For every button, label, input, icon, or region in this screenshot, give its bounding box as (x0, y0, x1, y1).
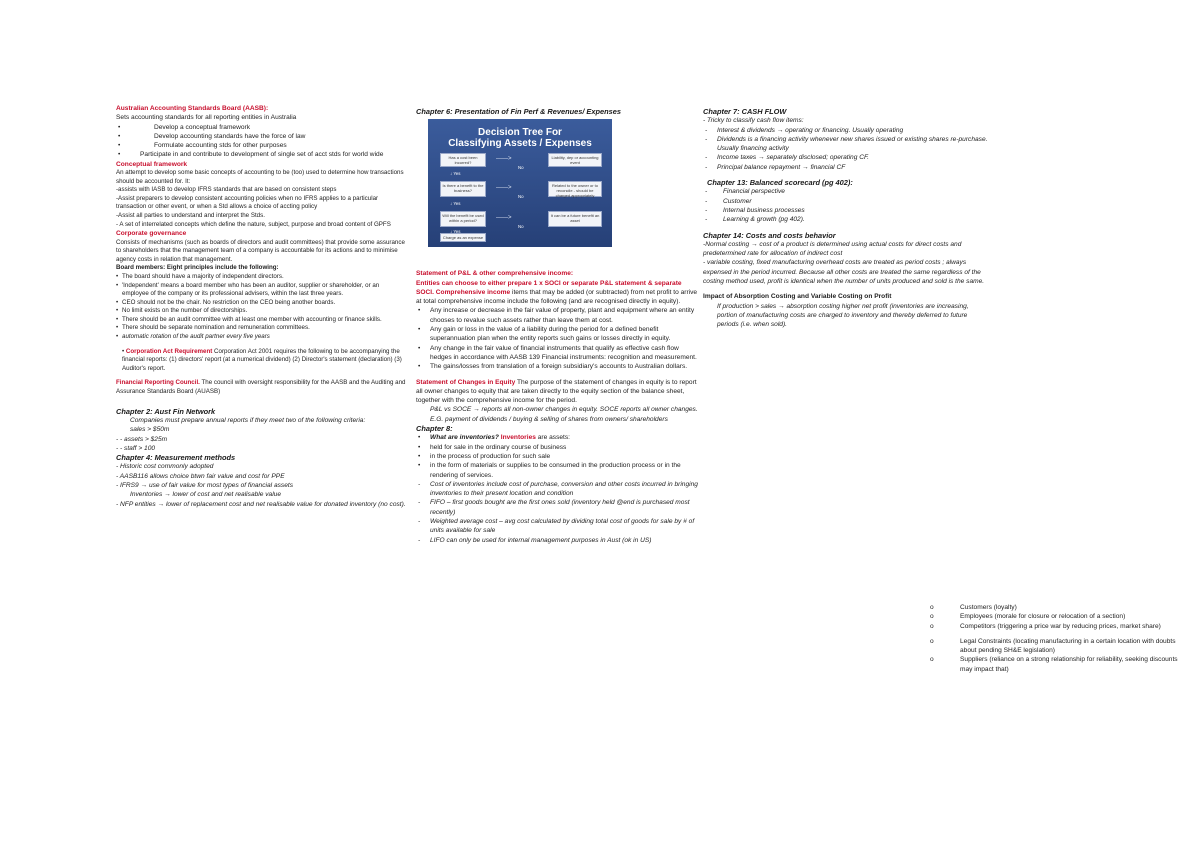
list-item: • Any change in the fair value of financial instruments that qualify as effective cash flow hedges in accordance with AASB 139 Financial instruments: recognition and measurement. (418, 344, 697, 361)
list-item: o Legal Constraints (locating manufacturing in a certain location with doubts about pending SH&E legislation) (930, 637, 1176, 655)
list-item: • Participate in and contribute to development of single set of acct stds for world wide (118, 151, 384, 159)
tree-title: Decision Tree For Classifying Assets / Expenses (448, 127, 592, 150)
arrow-right-icon: ——> (496, 185, 512, 192)
list-item: • Develop accounting standards have the force of law (118, 132, 306, 140)
list-item: - Learning & growth (pg 402). (705, 216, 805, 224)
list-item: • No limit exists on the number of directorships. (116, 307, 248, 315)
list-item: • What are inventories? Inventories are assets: (418, 434, 571, 442)
list-item: • Formulate accounting stds for other purposes (118, 142, 287, 150)
list-item: o Competitors (triggering a price war by reducing prices, market share) (930, 622, 1161, 630)
aasb-list (116, 123, 406, 160)
list-item: - Customer (705, 197, 752, 205)
list-item: - Weighted average cost – avg cost calculated by dividing total cost of goods for sale by # of units available for sale (418, 518, 695, 535)
tree-yes-label: ↓ Yes (450, 229, 461, 235)
frc: Financial Reporting Council. The council with oversight responsibility for the AASB and the Auditing and Assurance Standards Board (AUASB) (116, 379, 406, 396)
cf-line: - A set of interrelated concepts which define the nature, subject, purpose and broad content of GPFS (116, 220, 391, 228)
board-heading: Board members: Eight principles include the following: (116, 264, 279, 272)
list-item: - Income taxes → separately disclosed; operating CF. (705, 154, 869, 162)
cf-line: -assists with IASB to develop IFRS standards that are based on consistent steps (116, 186, 337, 194)
column-cashflow (703, 107, 988, 330)
pl-text: Entities can choose to either prepare 1 x SOCI or separate P&L statement & separate SOCI. Comprehensive income items that may be added (or subtracted) from net profit to arrive at total comprehensive income include the following (and are recognised directly in equity). (416, 279, 698, 306)
list-item: • automatic rotation of the audit partner every five years (116, 333, 270, 341)
column-governance (116, 104, 406, 509)
list-item: • There should be an audit committee with at least one member with accounting or finance skills. (116, 315, 382, 323)
ch7-intro: - Tricky to classify cash flow items: (703, 117, 804, 125)
tree-no-label: No (518, 165, 524, 171)
tree-no-label: No (518, 194, 524, 200)
tree-yes-label: ↓ Yes (450, 171, 461, 177)
impact-text: If production > sales → absorption costing higher net profit (inventories are increasing, portion of manufacturing costs are charged to inventory and thereby deferred to future periods (i.e. when sold). (717, 302, 969, 329)
list-item: • CEO should not be the chair. No restriction on the CEO being another boards. (116, 298, 336, 306)
cg-heading: Corporate governance (116, 230, 187, 238)
ch4-item: - NFP entities → lower of replacement cost and net realisable value for donated inventory (no cost). (116, 500, 406, 508)
ch13-list (703, 187, 988, 224)
list-item: • Any increase or decrease in the fair value of property, plant and equipment where an entity chooses to revalue such assets rather than leave them at cost. (418, 307, 695, 324)
corp-act: • Corporation Act Requirement Corporation Act 2001 requires the following to be accompanying the financial reports: (1) directors' report (at a numerical dividend) (2) Director's statement (declaration) (3) Auditor's report. (122, 347, 402, 372)
aasb-text: Sets accounting standards for all reporting entities in Australia (116, 114, 297, 122)
cf-heading: Conceptual framework (116, 160, 188, 168)
tree-yes-label: ↓ Yes (450, 201, 461, 207)
cf-line: -Assist preparers to develop consistent accounting policies when no IFRS applies to a particular transaction or other event, or when a Std allows a choice of accting policy (116, 194, 379, 211)
list-item: • Develop a conceptual framework (118, 123, 251, 131)
tree-result: Related to the owner or to reconcile - should be charged appropriately (548, 181, 602, 197)
ch14-line: - variable costing, fixed manufacturing overhead costs are treated as period costs ; always expensed in the period incurred. Because all other costs are treated the same regardless of the costing method used, profit is identical when the number of units produced and sold is the same. (703, 259, 985, 286)
tree-question: Will the benefit be used within a period? (440, 211, 486, 227)
ch4-item: - AASB116 allows choice btwn fair value and cost for PPE (116, 472, 285, 480)
list-item: - Dividends is a financing activity whenever new shares issued or existing shares re-purchase. Usually financing activity (705, 135, 988, 153)
ch14-heading: Chapter 14: Costs and costs behavior (703, 230, 836, 240)
arrow-right-icon: ——> (496, 215, 512, 222)
ch4-item: Inventories → lower of cost and net realisable value (130, 491, 282, 499)
ch7-list (703, 126, 988, 172)
ch7-heading: Chapter 7: CASH FLOW (703, 107, 787, 116)
tree-end: Charge as an expense (440, 233, 486, 242)
cg-text: Consists of mechanisms (such as boards of directors and audit committees) that provide some assurance to shareholders that the management team of a company is accountable for its actions and to minimise agency costs in relation that management. (116, 238, 405, 263)
list-item: - Cost of inventories include cost of purchase, conversion and other costs incurred in bringing inventories to their present location and condition (418, 480, 698, 498)
pl-list (416, 306, 698, 371)
ch13-heading: Chapter 13: Balanced scorecard (pg 402): (707, 178, 853, 188)
tree-result: It can be a future benefit an asset (548, 211, 602, 227)
stakeholder-list (926, 603, 1188, 674)
ch2-text: Companies must prepare annual reports if they meet two of the following criteria: (130, 416, 366, 424)
list-item: - Principal balance repayment → financial CF (705, 163, 846, 171)
tree-result: Liability, dep or accounting event (548, 153, 602, 167)
cf-line: An attempt to develop some basic concepts of accounting to be (too) used to determine how transactions should be accounted for. It: (116, 169, 404, 185)
ch8-heading: Chapter 8: (416, 424, 453, 434)
list-item: - LIFO can only be used for internal management purposes in Aust (ok in US) (418, 536, 652, 544)
list-item: - Internal business processes (705, 206, 805, 214)
list-item: • The board should have a majority of independent directors. (116, 272, 284, 280)
list-item: o Customers (loyalty) (930, 604, 1017, 611)
cf-line: -Assist all parties to understand and interpret the Stds. (116, 212, 265, 220)
ch4-heading: Chapter 4: Measurement methods (116, 453, 236, 463)
arrow-right-icon: ——> (496, 156, 512, 163)
list-item: • 'Independent' means a board member who has been an auditor, supplier or shareholder, or an employee of the company or its professional advisers, within the last three years. (116, 281, 380, 298)
tree-no-label: No (518, 224, 524, 230)
tree-question: Is there a benefit to the business? (440, 181, 486, 197)
list-item: • in the form of materials or supplies to be consumed in the production process or in the rendering of services. (418, 462, 681, 479)
soce-line: E.G. payment of dividends / buying & selling of shares from owners/ shareholders (430, 415, 668, 423)
ch2-item: - - staff > 100 (116, 444, 156, 452)
ch14-line: -Normal costing → cost of a product is determined using actual costs for direct costs and predetermined rate for allocation of indirect cost (703, 240, 962, 258)
list-item: • in the process of production for such sale (418, 452, 551, 460)
decision-tree-image (428, 119, 612, 247)
list-item: • Any gain or loss in the value of a liability during the period for a defined benefit superannuation plan when the entity reports such gains or losses directly in equity. (418, 326, 671, 343)
pl-heading: Statement of P&L & other comprehensive income: (416, 270, 574, 278)
list-item: - Interest & dividends → operating or financing. Usually operating (705, 126, 904, 134)
soce-text: Statement of Changes in Equity The purpose of the statement of changes in equity is to report all owner changes to equity that are taken directly to the equity section of the balance sheet, together with the comprehensive income for the period. (416, 378, 697, 405)
list-item: - FIFO – first goods bought are the first ones sold (inventory held @end is purchased most recently) (418, 499, 690, 516)
aasb-heading: Australian Accounting Standards Board (AASB): (116, 105, 269, 112)
impact-heading: Impact of Absorption Costing and Variable Costing on Profit (703, 293, 892, 301)
list-item: - Financial perspective (705, 188, 785, 196)
column-stakeholders (926, 603, 1188, 674)
ch2-item: sales > $50m (130, 426, 170, 434)
tree-question: Has a cost been incurred? (440, 153, 486, 167)
ch2-heading: Chapter 2: Aust Fin Network (116, 406, 216, 416)
board-list (116, 273, 406, 342)
ch2-item: - - assets > $25m (116, 435, 168, 443)
inv-list (416, 433, 698, 545)
list-item: o Employees (morale for closure or relocation of a section) (930, 613, 1126, 621)
soce-line: P&L vs SOCE → reports all non-owner changes in equity. SOCE reports all owner changes. (430, 406, 698, 414)
ch4-item: - Historic cost commonly adopted (116, 463, 214, 471)
list-item: • There should be separate nomination and remuneration committees. (116, 324, 310, 332)
list-item: • The gains/losses from translation of a foreign subsidiary's accounts to Australian dollars. (418, 363, 688, 371)
column-presentation (416, 107, 698, 545)
list-item: • held for sale in the ordinary course of business (418, 443, 567, 451)
list-item: o Suppliers (reliance on a strong relationship for reliability, seeking discounts may impact that) (930, 656, 1178, 673)
ch4-item: - IFRS9 → use of fair value for most types of financial assets (116, 482, 294, 489)
ch6-heading: Chapter 6: Presentation of Fin Perf & Revenues/ Expenses (416, 107, 621, 116)
